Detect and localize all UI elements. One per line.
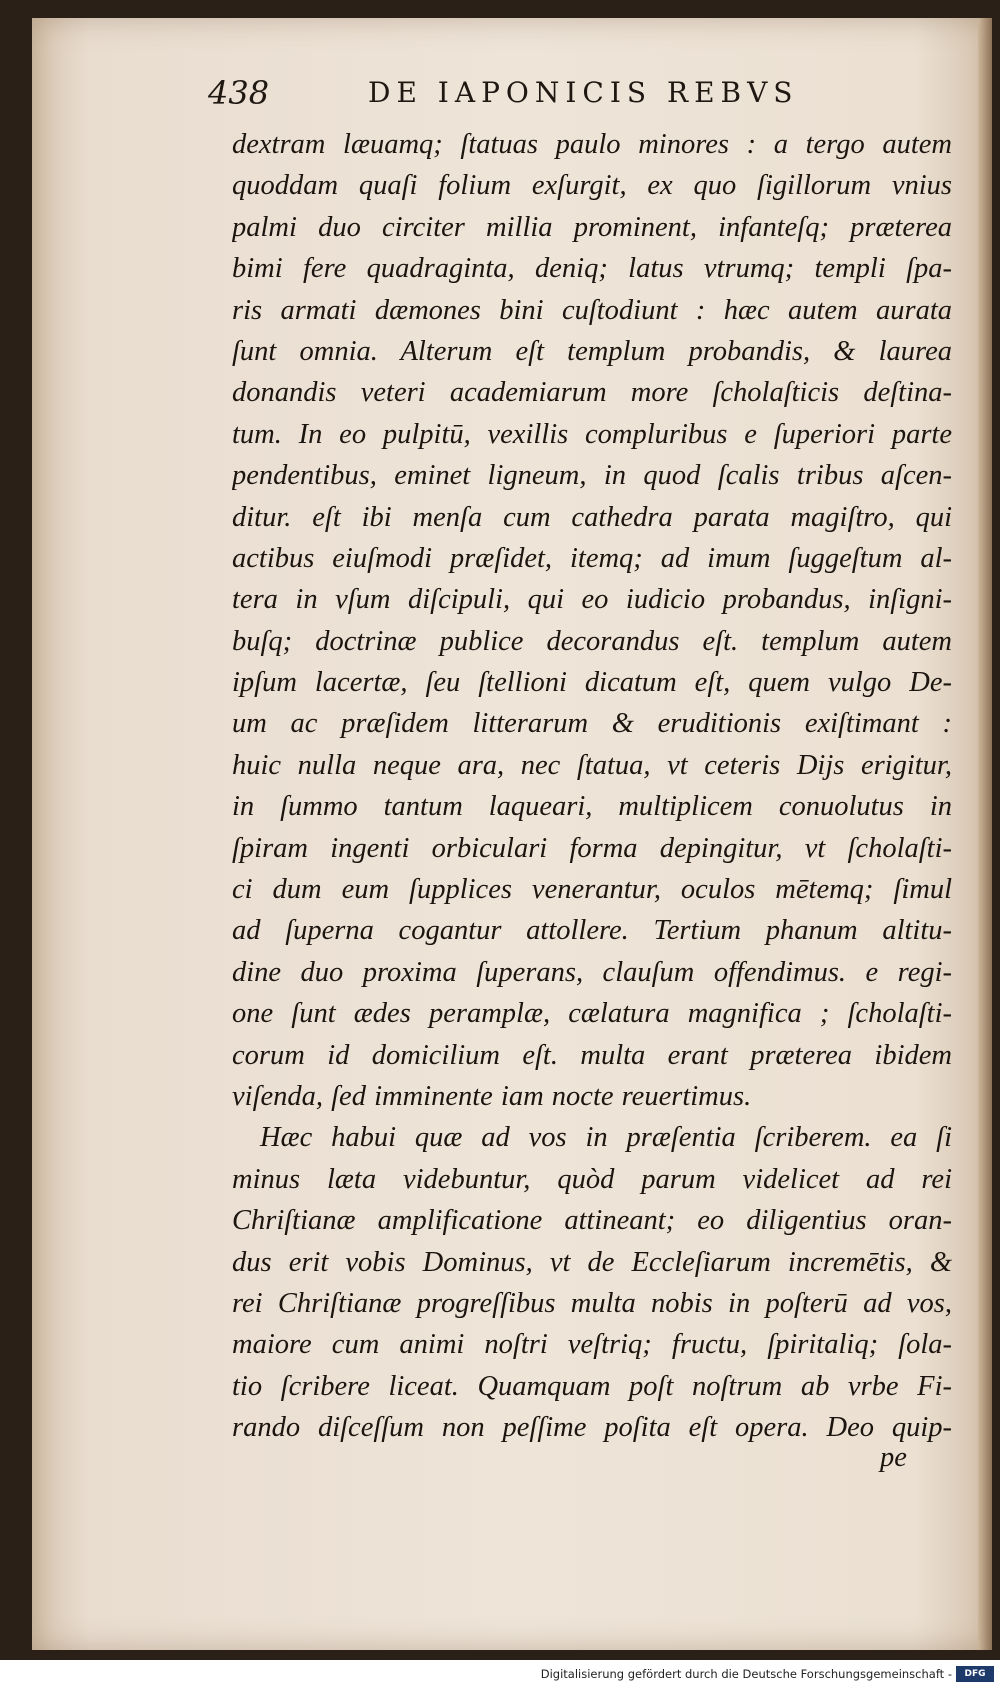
funding-notice: Digitalisierung gefördert durch die Deutsche Forschungsgemeinschaft - — [540, 1667, 952, 1681]
text-line: ci dum eum ſupplices venerantur, oculos mētemq; ſimul — [232, 874, 952, 906]
text-line: rando diſceſſum non peſſime poſita eſt opera. Deo quip- — [232, 1412, 952, 1444]
text-line: bimi fere quadraginta, deniq; latus vtrumq; templi ſpa- — [232, 253, 952, 285]
text-line: dextram læuamq; ſtatuas paulo minores : a tergo autem — [232, 129, 952, 160]
body-text — [232, 124, 952, 1449]
text-line: um ac præſidem litterarum & eruditionis exiſtimant : — [232, 708, 952, 740]
catchword: pe — [880, 1442, 907, 1473]
text-line: ipſum lacertæ, ſeu ſtellioni dicatum eſt, quem vulgo De- — [232, 667, 952, 699]
text-line: corum id domicilium eſt. multa erant præterea ibidem — [232, 1039, 952, 1071]
text-line: in ſummo tantum laqueari, multiplicem conuolutus in — [232, 791, 952, 823]
text-line: tio ſcribere liceat. Quamquam poſt noſtrum ab vrbe Fi- — [232, 1370, 952, 1402]
text-line: pendentibus, eminet ligneum, in quod ſcalis tribus aſcen- — [232, 460, 952, 492]
text-line: donandis veteri academiarum more ſcholaſticis deſtina- — [232, 377, 952, 409]
text-line: actibus eiuſmodi præſidet, itemq; ad imum ſuggeſtum al- — [232, 542, 952, 574]
text-line: ad ſuperna cogantur attollere. Tertium phanum altitu- — [232, 915, 952, 947]
text-line: ditur. eſt ibi menſa cum cathedra parata magiſtro, qui — [232, 501, 952, 533]
text-line: Chriſtianæ amplificatione attineant; eo diligentius oran- — [232, 1205, 952, 1237]
text-line: buſq; doctrinæ publice decorandus eſt. templum autem — [232, 625, 952, 657]
text-line: maiore cum animi noſtri veſtriq; fructu, ſpiritaliq; ſola- — [232, 1329, 952, 1361]
text-line: ſunt omnia. Alterum eſt templum probandis, & laurea — [232, 335, 952, 367]
text-line: one ſunt ædes peramplæ, cælatura magnifica ; ſcholaſti- — [232, 998, 952, 1030]
text-line: quoddam quaſi folium exſurgit, ex quo ſigillorum vnius — [232, 170, 952, 202]
running-head: DE IAPONICIS REBVS — [368, 76, 799, 109]
text-line: palmi duo circiter millia prominent, infanteſq; præterea — [232, 211, 952, 243]
text-line: huic nulla neque ara, nec ſtatua, vt ceteris Dijs erigitur, — [232, 749, 952, 781]
text-line: rei Chriſtianæ progreſſibus multa nobis in poſterū ad vos, — [232, 1287, 952, 1319]
text-line: dine duo proxima ſuperans, clauſum offendimus. e regi- — [232, 956, 952, 988]
page-edge — [978, 18, 992, 1650]
page-number: 438 — [208, 74, 270, 112]
text-line: tum. In eo pulpitū, vexillis compluribus e ſuperiori parte — [232, 418, 952, 450]
text-line: ſpiram ingenti orbiculari forma depingitur, vt ſcholaſti- — [232, 832, 952, 864]
text-line: ris armati dæmones bini cuſtodiunt : hæc autem aurata — [232, 294, 952, 326]
page-header — [208, 74, 848, 118]
text-line: dus erit vobis Dominus, vt de Eccleſiarum incremētis, & — [232, 1246, 952, 1278]
text-line: tera in vſum diſcipuli, qui eo iudicio probandus, inſigni- — [232, 584, 952, 616]
paragraph-start-line: Hæc habui quæ ad vos in præſentia ſcriberem. ea ſi — [260, 1122, 952, 1154]
text-line: minus læta videbuntur, quòd parum videlicet ad rei — [232, 1163, 952, 1195]
text-line: viſenda, ſed imminente iam nocte reuertimus. — [232, 1080, 752, 1112]
dfg-logo: DFG — [956, 1666, 994, 1682]
